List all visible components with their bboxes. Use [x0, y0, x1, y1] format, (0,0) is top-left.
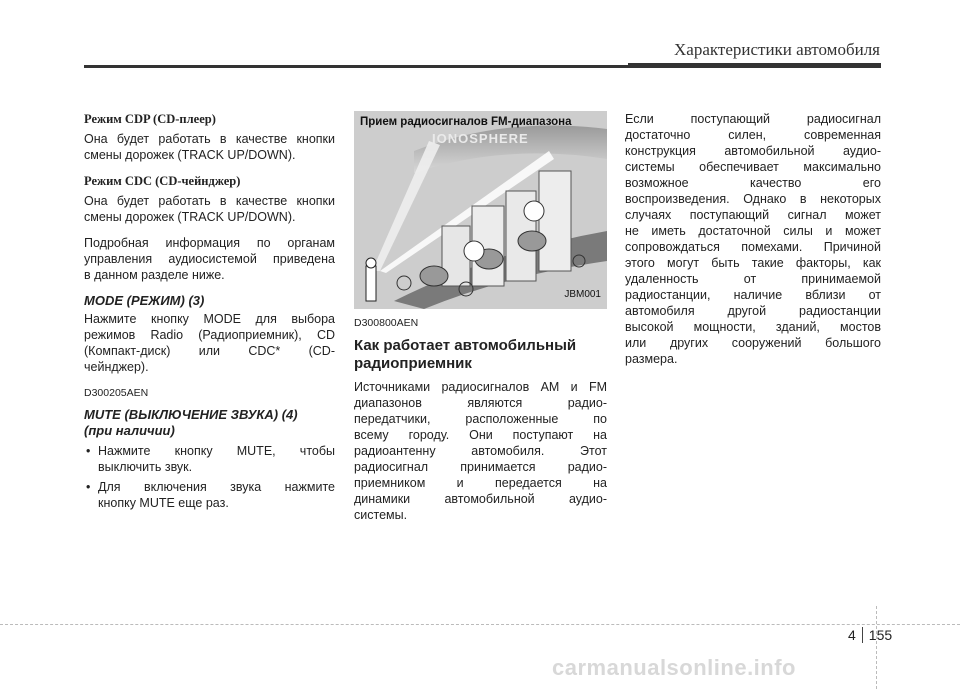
- section-code: D300800AEN: [354, 317, 419, 329]
- text-line: (Компакт-диск) или CDC* (CD-: [84, 344, 335, 358]
- text-line: Нажмите кнопку MODE для выбора: [84, 312, 335, 326]
- mute-heading-note: (при наличии): [84, 423, 175, 438]
- text-line: или других сооружений большого: [625, 336, 881, 350]
- signal-quality-text: [625, 111, 881, 367]
- text-line: конструкция автомобильной аудио-: [625, 144, 881, 158]
- text-line: Источниками радиосигналов AM и FM: [354, 380, 607, 394]
- text-line: Она будет работать в качестве кнопки: [84, 194, 335, 208]
- text-line: смены дорожек (TRACK UP/DOWN).: [84, 210, 296, 224]
- section-heading: [354, 337, 607, 373]
- fm-reception-illustration: [354, 111, 607, 309]
- cdc-heading: Режим CDC (CD-чейнджер): [84, 174, 241, 188]
- mute-section-code: D300205AEN: [84, 387, 149, 399]
- page-number-separator: [862, 627, 863, 643]
- text-line: размера.: [625, 352, 678, 366]
- watermark: carmanualsonline.info: [552, 655, 796, 680]
- text-line: выключить звук.: [98, 460, 193, 474]
- text-line: динамики автомобильной аудио-: [354, 492, 607, 506]
- page-header-title: Характеристики автомобиля: [674, 40, 880, 59]
- mute-heading: MUTE (ВЫКЛЮЧЕНИЕ ЗВУКА) (4): [84, 407, 298, 422]
- text-line: приемником и передается на: [354, 476, 607, 490]
- header-rule-accent: [628, 63, 881, 68]
- text-line: управления аудиосистемой приведена: [84, 252, 335, 266]
- text-line: этого могут быть такие факторы, как: [625, 256, 881, 270]
- text-line: Если поступающий радиосигнал: [625, 112, 881, 126]
- text-line: системы обеспечивает максимально: [625, 160, 881, 174]
- page-number-value: 155: [868, 627, 893, 643]
- text-line: • Для включения звука нажмите: [98, 480, 335, 494]
- text-line: радиостанции, наличие вблизи от: [625, 288, 881, 302]
- cdc-text: [84, 193, 335, 225]
- text-line: системы.: [354, 508, 408, 522]
- heading-line: Как работает автомобильный: [354, 337, 577, 354]
- text-line: Подробная информация по органам: [84, 236, 335, 250]
- text-line: смены дорожек (TRACK UP/DOWN).: [84, 148, 296, 162]
- ionosphere-label: IONOSPHERE: [432, 131, 529, 146]
- text-line: радиосигнал принимается радио-: [354, 460, 607, 474]
- text-line: воспроизведения. Однако в некоторых: [625, 192, 881, 206]
- mode-heading: MODE (РЕЖИМ) (3): [84, 293, 205, 308]
- text-line: не иметь достаточной силы и может: [625, 224, 881, 238]
- text-line: чейнджер).: [84, 360, 149, 374]
- cdp-text: [84, 131, 335, 163]
- footer-cut-line-vertical: [876, 606, 877, 689]
- detail-text: [84, 235, 335, 283]
- chapter-number: 4: [848, 627, 856, 643]
- mode-text: [84, 311, 335, 375]
- page-number: [848, 627, 892, 643]
- text-line: всему городу. Они поступают на: [354, 428, 607, 442]
- text-line: в данном разделе ниже.: [84, 268, 225, 282]
- cdp-heading: Режим CDP (CD-плеер): [84, 112, 216, 126]
- text-line: кнопку MUTE еще раз.: [98, 496, 229, 510]
- text-line: режимов Radio (Радиоприемник), CD: [84, 328, 335, 342]
- text-line: удаленность от принимаемой: [625, 272, 881, 286]
- text-line: достаточно силен, современная: [625, 128, 881, 142]
- text-line: случаях поступающий сигнал может: [625, 208, 881, 222]
- figure-code: JBM001: [564, 289, 601, 300]
- text-line: диапазонов являются радио-: [354, 396, 607, 410]
- text-line: Она будет работать в качестве кнопки: [84, 132, 335, 146]
- text-line: автомобиля другой радиостанции: [625, 304, 881, 318]
- footer-cut-line: [0, 624, 960, 625]
- radio-body-text: [354, 379, 607, 523]
- text-line: передатчики, расположенные по: [354, 412, 607, 426]
- column-right: [625, 111, 881, 367]
- text-line: сопровождаться помехами. Причиной: [625, 240, 881, 254]
- text-line: • Нажмите кнопку MUTE, чтобы: [98, 444, 335, 458]
- column-middle: [354, 111, 607, 523]
- heading-line: радиоприемник: [354, 355, 472, 372]
- bullet-item: [84, 443, 335, 475]
- text-line: возможное качество его: [625, 176, 881, 190]
- figure-title: Прием радиосигналов FM-диапазона: [360, 116, 572, 128]
- text-line: высокой мощности, зданий, мостов: [625, 320, 881, 334]
- bullet-item: [84, 479, 335, 511]
- text-line: радиоантенну автомобиля. Этот: [354, 444, 607, 458]
- column-left: [84, 111, 335, 515]
